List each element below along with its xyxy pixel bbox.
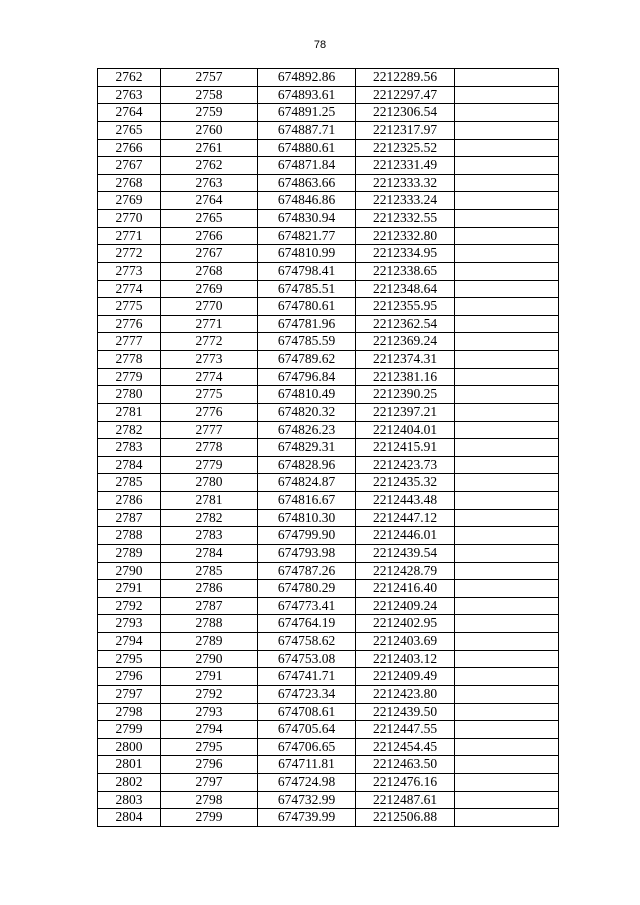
- point-number-cell: 2763: [98, 86, 161, 104]
- x-coordinate-cell: 674796.84: [258, 368, 356, 386]
- note-cell: [455, 245, 559, 263]
- x-coordinate-cell: 674810.99: [258, 245, 356, 263]
- table-row: [98, 756, 559, 774]
- sequence-number-cell: 2791: [161, 668, 258, 686]
- x-coordinate-cell: 674723.34: [258, 685, 356, 703]
- sequence-number-cell: 2786: [161, 580, 258, 598]
- y-coordinate-cell: 2212454.45: [356, 738, 455, 756]
- sequence-number-cell: 2792: [161, 685, 258, 703]
- point-number-cell: 2767: [98, 157, 161, 175]
- y-coordinate-cell: 2212381.16: [356, 368, 455, 386]
- point-number-cell: 2789: [98, 544, 161, 562]
- sequence-number-cell: 2766: [161, 227, 258, 245]
- table-row: [98, 597, 559, 615]
- table-row: [98, 544, 559, 562]
- sequence-number-cell: 2779: [161, 456, 258, 474]
- table-row: [98, 527, 559, 545]
- x-coordinate-cell: 674789.62: [258, 351, 356, 369]
- table-row: [98, 650, 559, 668]
- x-coordinate-cell: 674787.26: [258, 562, 356, 580]
- note-cell: [455, 527, 559, 545]
- table-row: [98, 809, 559, 827]
- x-coordinate-cell: 674764.19: [258, 615, 356, 633]
- note-cell: [455, 668, 559, 686]
- point-number-cell: 2779: [98, 368, 161, 386]
- x-coordinate-cell: 674893.61: [258, 86, 356, 104]
- note-cell: [455, 174, 559, 192]
- point-number-cell: 2798: [98, 703, 161, 721]
- y-coordinate-cell: 2212409.24: [356, 597, 455, 615]
- sequence-number-cell: 2787: [161, 597, 258, 615]
- table-row: [98, 774, 559, 792]
- y-coordinate-cell: 2212447.55: [356, 721, 455, 739]
- point-number-cell: 2790: [98, 562, 161, 580]
- x-coordinate-cell: 674780.61: [258, 298, 356, 316]
- point-number-cell: 2786: [98, 492, 161, 510]
- y-coordinate-cell: 2212333.24: [356, 192, 455, 210]
- y-coordinate-cell: 2212404.01: [356, 421, 455, 439]
- y-coordinate-cell: 2212435.32: [356, 474, 455, 492]
- x-coordinate-cell: 674830.94: [258, 210, 356, 228]
- sequence-number-cell: 2795: [161, 738, 258, 756]
- point-number-cell: 2801: [98, 756, 161, 774]
- sequence-number-cell: 2773: [161, 351, 258, 369]
- y-coordinate-cell: 2212439.54: [356, 544, 455, 562]
- sequence-number-cell: 2771: [161, 315, 258, 333]
- sequence-number-cell: 2760: [161, 121, 258, 139]
- sequence-number-cell: 2781: [161, 492, 258, 510]
- x-coordinate-cell: 674798.41: [258, 262, 356, 280]
- sequence-number-cell: 2790: [161, 650, 258, 668]
- x-coordinate-cell: 674871.84: [258, 157, 356, 175]
- note-cell: [455, 421, 559, 439]
- y-coordinate-cell: 2212463.50: [356, 756, 455, 774]
- coordinates-table-body: [98, 69, 559, 827]
- point-number-cell: 2784: [98, 456, 161, 474]
- note-cell: [455, 333, 559, 351]
- point-number-cell: 2762: [98, 69, 161, 87]
- x-coordinate-cell: 674821.77: [258, 227, 356, 245]
- note-cell: [455, 351, 559, 369]
- table-row: [98, 386, 559, 404]
- point-number-cell: 2788: [98, 527, 161, 545]
- table-row: [98, 738, 559, 756]
- table-row: [98, 280, 559, 298]
- y-coordinate-cell: 2212402.95: [356, 615, 455, 633]
- y-coordinate-cell: 2212306.54: [356, 104, 455, 122]
- coordinates-table: [97, 68, 559, 827]
- sequence-number-cell: 2780: [161, 474, 258, 492]
- table-row: [98, 492, 559, 510]
- sequence-number-cell: 2765: [161, 210, 258, 228]
- sequence-number-cell: 2785: [161, 562, 258, 580]
- x-coordinate-cell: 674820.32: [258, 403, 356, 421]
- sequence-number-cell: 2763: [161, 174, 258, 192]
- point-number-cell: 2783: [98, 439, 161, 457]
- table-row: [98, 86, 559, 104]
- note-cell: [455, 368, 559, 386]
- point-number-cell: 2773: [98, 262, 161, 280]
- table-row: [98, 456, 559, 474]
- x-coordinate-cell: 674741.71: [258, 668, 356, 686]
- table-row: [98, 210, 559, 228]
- sequence-number-cell: 2784: [161, 544, 258, 562]
- note-cell: [455, 227, 559, 245]
- x-coordinate-cell: 674810.49: [258, 386, 356, 404]
- x-coordinate-cell: 674891.25: [258, 104, 356, 122]
- note-cell: [455, 386, 559, 404]
- note-cell: [455, 791, 559, 809]
- point-number-cell: 2782: [98, 421, 161, 439]
- note-cell: [455, 298, 559, 316]
- x-coordinate-cell: 674824.87: [258, 474, 356, 492]
- point-number-cell: 2791: [98, 580, 161, 598]
- note-cell: [455, 192, 559, 210]
- sequence-number-cell: 2762: [161, 157, 258, 175]
- note-cell: [455, 597, 559, 615]
- y-coordinate-cell: 2212423.73: [356, 456, 455, 474]
- x-coordinate-cell: 674892.86: [258, 69, 356, 87]
- point-number-cell: 2770: [98, 210, 161, 228]
- y-coordinate-cell: 2212317.97: [356, 121, 455, 139]
- note-cell: [455, 280, 559, 298]
- table-row: [98, 351, 559, 369]
- sequence-number-cell: 2796: [161, 756, 258, 774]
- x-coordinate-cell: 674705.64: [258, 721, 356, 739]
- point-number-cell: 2799: [98, 721, 161, 739]
- note-cell: [455, 157, 559, 175]
- note-cell: [455, 650, 559, 668]
- y-coordinate-cell: 2212506.88: [356, 809, 455, 827]
- sequence-number-cell: 2759: [161, 104, 258, 122]
- table-row: [98, 245, 559, 263]
- note-cell: [455, 774, 559, 792]
- note-cell: [455, 492, 559, 510]
- point-number-cell: 2768: [98, 174, 161, 192]
- sequence-number-cell: 2769: [161, 280, 258, 298]
- y-coordinate-cell: 2212409.49: [356, 668, 455, 686]
- note-cell: [455, 580, 559, 598]
- note-cell: [455, 139, 559, 157]
- table-row: [98, 315, 559, 333]
- point-number-cell: 2800: [98, 738, 161, 756]
- point-number-cell: 2775: [98, 298, 161, 316]
- sequence-number-cell: 2778: [161, 439, 258, 457]
- point-number-cell: 2793: [98, 615, 161, 633]
- point-number-cell: 2787: [98, 509, 161, 527]
- y-coordinate-cell: 2212297.47: [356, 86, 455, 104]
- x-coordinate-cell: 674780.29: [258, 580, 356, 598]
- point-number-cell: 2776: [98, 315, 161, 333]
- note-cell: [455, 262, 559, 280]
- x-coordinate-cell: 674753.08: [258, 650, 356, 668]
- y-coordinate-cell: 2212390.25: [356, 386, 455, 404]
- sequence-number-cell: 2774: [161, 368, 258, 386]
- note-cell: [455, 756, 559, 774]
- x-coordinate-cell: 674781.96: [258, 315, 356, 333]
- x-coordinate-cell: 674773.41: [258, 597, 356, 615]
- sequence-number-cell: 2768: [161, 262, 258, 280]
- table-row: [98, 580, 559, 598]
- point-number-cell: 2802: [98, 774, 161, 792]
- point-number-cell: 2765: [98, 121, 161, 139]
- note-cell: [455, 809, 559, 827]
- y-coordinate-cell: 2212439.50: [356, 703, 455, 721]
- point-number-cell: 2777: [98, 333, 161, 351]
- point-number-cell: 2771: [98, 227, 161, 245]
- note-cell: [455, 210, 559, 228]
- table-row: [98, 157, 559, 175]
- table-row: [98, 668, 559, 686]
- x-coordinate-cell: 674785.51: [258, 280, 356, 298]
- y-coordinate-cell: 2212369.24: [356, 333, 455, 351]
- point-number-cell: 2774: [98, 280, 161, 298]
- y-coordinate-cell: 2212289.56: [356, 69, 455, 87]
- note-cell: [455, 69, 559, 87]
- y-coordinate-cell: 2212338.65: [356, 262, 455, 280]
- note-cell: [455, 474, 559, 492]
- y-coordinate-cell: 2212446.01: [356, 527, 455, 545]
- y-coordinate-cell: 2212403.69: [356, 633, 455, 651]
- y-coordinate-cell: 2212374.31: [356, 351, 455, 369]
- y-coordinate-cell: 2212415.91: [356, 439, 455, 457]
- note-cell: [455, 703, 559, 721]
- x-coordinate-cell: 674828.96: [258, 456, 356, 474]
- y-coordinate-cell: 2212423.80: [356, 685, 455, 703]
- sequence-number-cell: 2757: [161, 69, 258, 87]
- x-coordinate-cell: 674724.98: [258, 774, 356, 792]
- table-row: [98, 721, 559, 739]
- sequence-number-cell: 2798: [161, 791, 258, 809]
- x-coordinate-cell: 674816.67: [258, 492, 356, 510]
- point-number-cell: 2764: [98, 104, 161, 122]
- x-coordinate-cell: 674711.81: [258, 756, 356, 774]
- note-cell: [455, 315, 559, 333]
- point-number-cell: 2796: [98, 668, 161, 686]
- point-number-cell: 2785: [98, 474, 161, 492]
- table-row: [98, 615, 559, 633]
- table-row: [98, 174, 559, 192]
- y-coordinate-cell: 2212332.80: [356, 227, 455, 245]
- table-row: [98, 421, 559, 439]
- x-coordinate-cell: 674758.62: [258, 633, 356, 651]
- sequence-number-cell: 2764: [161, 192, 258, 210]
- table-row: [98, 69, 559, 87]
- point-number-cell: 2804: [98, 809, 161, 827]
- y-coordinate-cell: 2212355.95: [356, 298, 455, 316]
- table-row: [98, 791, 559, 809]
- x-coordinate-cell: 674810.30: [258, 509, 356, 527]
- table-row: [98, 192, 559, 210]
- point-number-cell: 2780: [98, 386, 161, 404]
- note-cell: [455, 509, 559, 527]
- y-coordinate-cell: 2212428.79: [356, 562, 455, 580]
- y-coordinate-cell: 2212325.52: [356, 139, 455, 157]
- note-cell: [455, 439, 559, 457]
- x-coordinate-cell: 674887.71: [258, 121, 356, 139]
- y-coordinate-cell: 2212443.48: [356, 492, 455, 510]
- sequence-number-cell: 2767: [161, 245, 258, 263]
- y-coordinate-cell: 2212403.12: [356, 650, 455, 668]
- y-coordinate-cell: 2212476.16: [356, 774, 455, 792]
- point-number-cell: 2792: [98, 597, 161, 615]
- table-row: [98, 509, 559, 527]
- page-number: 78: [313, 39, 327, 51]
- table-row: [98, 439, 559, 457]
- note-cell: [455, 562, 559, 580]
- point-number-cell: 2769: [98, 192, 161, 210]
- x-coordinate-cell: 674846.86: [258, 192, 356, 210]
- sequence-number-cell: 2777: [161, 421, 258, 439]
- sequence-number-cell: 2761: [161, 139, 258, 157]
- y-coordinate-cell: 2212397.21: [356, 403, 455, 421]
- note-cell: [455, 633, 559, 651]
- x-coordinate-cell: 674863.66: [258, 174, 356, 192]
- x-coordinate-cell: 674708.61: [258, 703, 356, 721]
- x-coordinate-cell: 674793.98: [258, 544, 356, 562]
- y-coordinate-cell: 2212331.49: [356, 157, 455, 175]
- sequence-number-cell: 2758: [161, 86, 258, 104]
- x-coordinate-cell: 674785.59: [258, 333, 356, 351]
- x-coordinate-cell: 674706.65: [258, 738, 356, 756]
- point-number-cell: 2772: [98, 245, 161, 263]
- y-coordinate-cell: 2212362.54: [356, 315, 455, 333]
- table-row: [98, 104, 559, 122]
- point-number-cell: 2797: [98, 685, 161, 703]
- sequence-number-cell: 2794: [161, 721, 258, 739]
- sequence-number-cell: 2799: [161, 809, 258, 827]
- x-coordinate-cell: 674829.31: [258, 439, 356, 457]
- y-coordinate-cell: 2212447.12: [356, 509, 455, 527]
- point-number-cell: 2781: [98, 403, 161, 421]
- table-row: [98, 121, 559, 139]
- table-row: [98, 685, 559, 703]
- table-row: [98, 298, 559, 316]
- note-cell: [455, 738, 559, 756]
- note-cell: [455, 721, 559, 739]
- sequence-number-cell: 2793: [161, 703, 258, 721]
- table-row: [98, 562, 559, 580]
- point-number-cell: 2794: [98, 633, 161, 651]
- sequence-number-cell: 2783: [161, 527, 258, 545]
- y-coordinate-cell: 2212416.40: [356, 580, 455, 598]
- sequence-number-cell: 2770: [161, 298, 258, 316]
- point-number-cell: 2795: [98, 650, 161, 668]
- sequence-number-cell: 2782: [161, 509, 258, 527]
- note-cell: [455, 121, 559, 139]
- sequence-number-cell: 2775: [161, 386, 258, 404]
- y-coordinate-cell: 2212334.95: [356, 245, 455, 263]
- x-coordinate-cell: 674739.99: [258, 809, 356, 827]
- note-cell: [455, 86, 559, 104]
- point-number-cell: 2803: [98, 791, 161, 809]
- sequence-number-cell: 2789: [161, 633, 258, 651]
- table-row: [98, 403, 559, 421]
- note-cell: [455, 544, 559, 562]
- note-cell: [455, 456, 559, 474]
- point-number-cell: 2766: [98, 139, 161, 157]
- sequence-number-cell: 2788: [161, 615, 258, 633]
- y-coordinate-cell: 2212348.64: [356, 280, 455, 298]
- table-row: [98, 703, 559, 721]
- x-coordinate-cell: 674799.90: [258, 527, 356, 545]
- x-coordinate-cell: 674880.61: [258, 139, 356, 157]
- sequence-number-cell: 2776: [161, 403, 258, 421]
- table-row: [98, 368, 559, 386]
- note-cell: [455, 615, 559, 633]
- y-coordinate-cell: 2212333.32: [356, 174, 455, 192]
- table-row: [98, 474, 559, 492]
- sequence-number-cell: 2797: [161, 774, 258, 792]
- table-row: [98, 262, 559, 280]
- x-coordinate-cell: 674826.23: [258, 421, 356, 439]
- y-coordinate-cell: 2212487.61: [356, 791, 455, 809]
- table-row: [98, 333, 559, 351]
- x-coordinate-cell: 674732.99: [258, 791, 356, 809]
- y-coordinate-cell: 2212332.55: [356, 210, 455, 228]
- note-cell: [455, 403, 559, 421]
- note-cell: [455, 104, 559, 122]
- table-row: [98, 139, 559, 157]
- point-number-cell: 2778: [98, 351, 161, 369]
- table-row: [98, 227, 559, 245]
- table-row: [98, 633, 559, 651]
- sequence-number-cell: 2772: [161, 333, 258, 351]
- note-cell: [455, 685, 559, 703]
